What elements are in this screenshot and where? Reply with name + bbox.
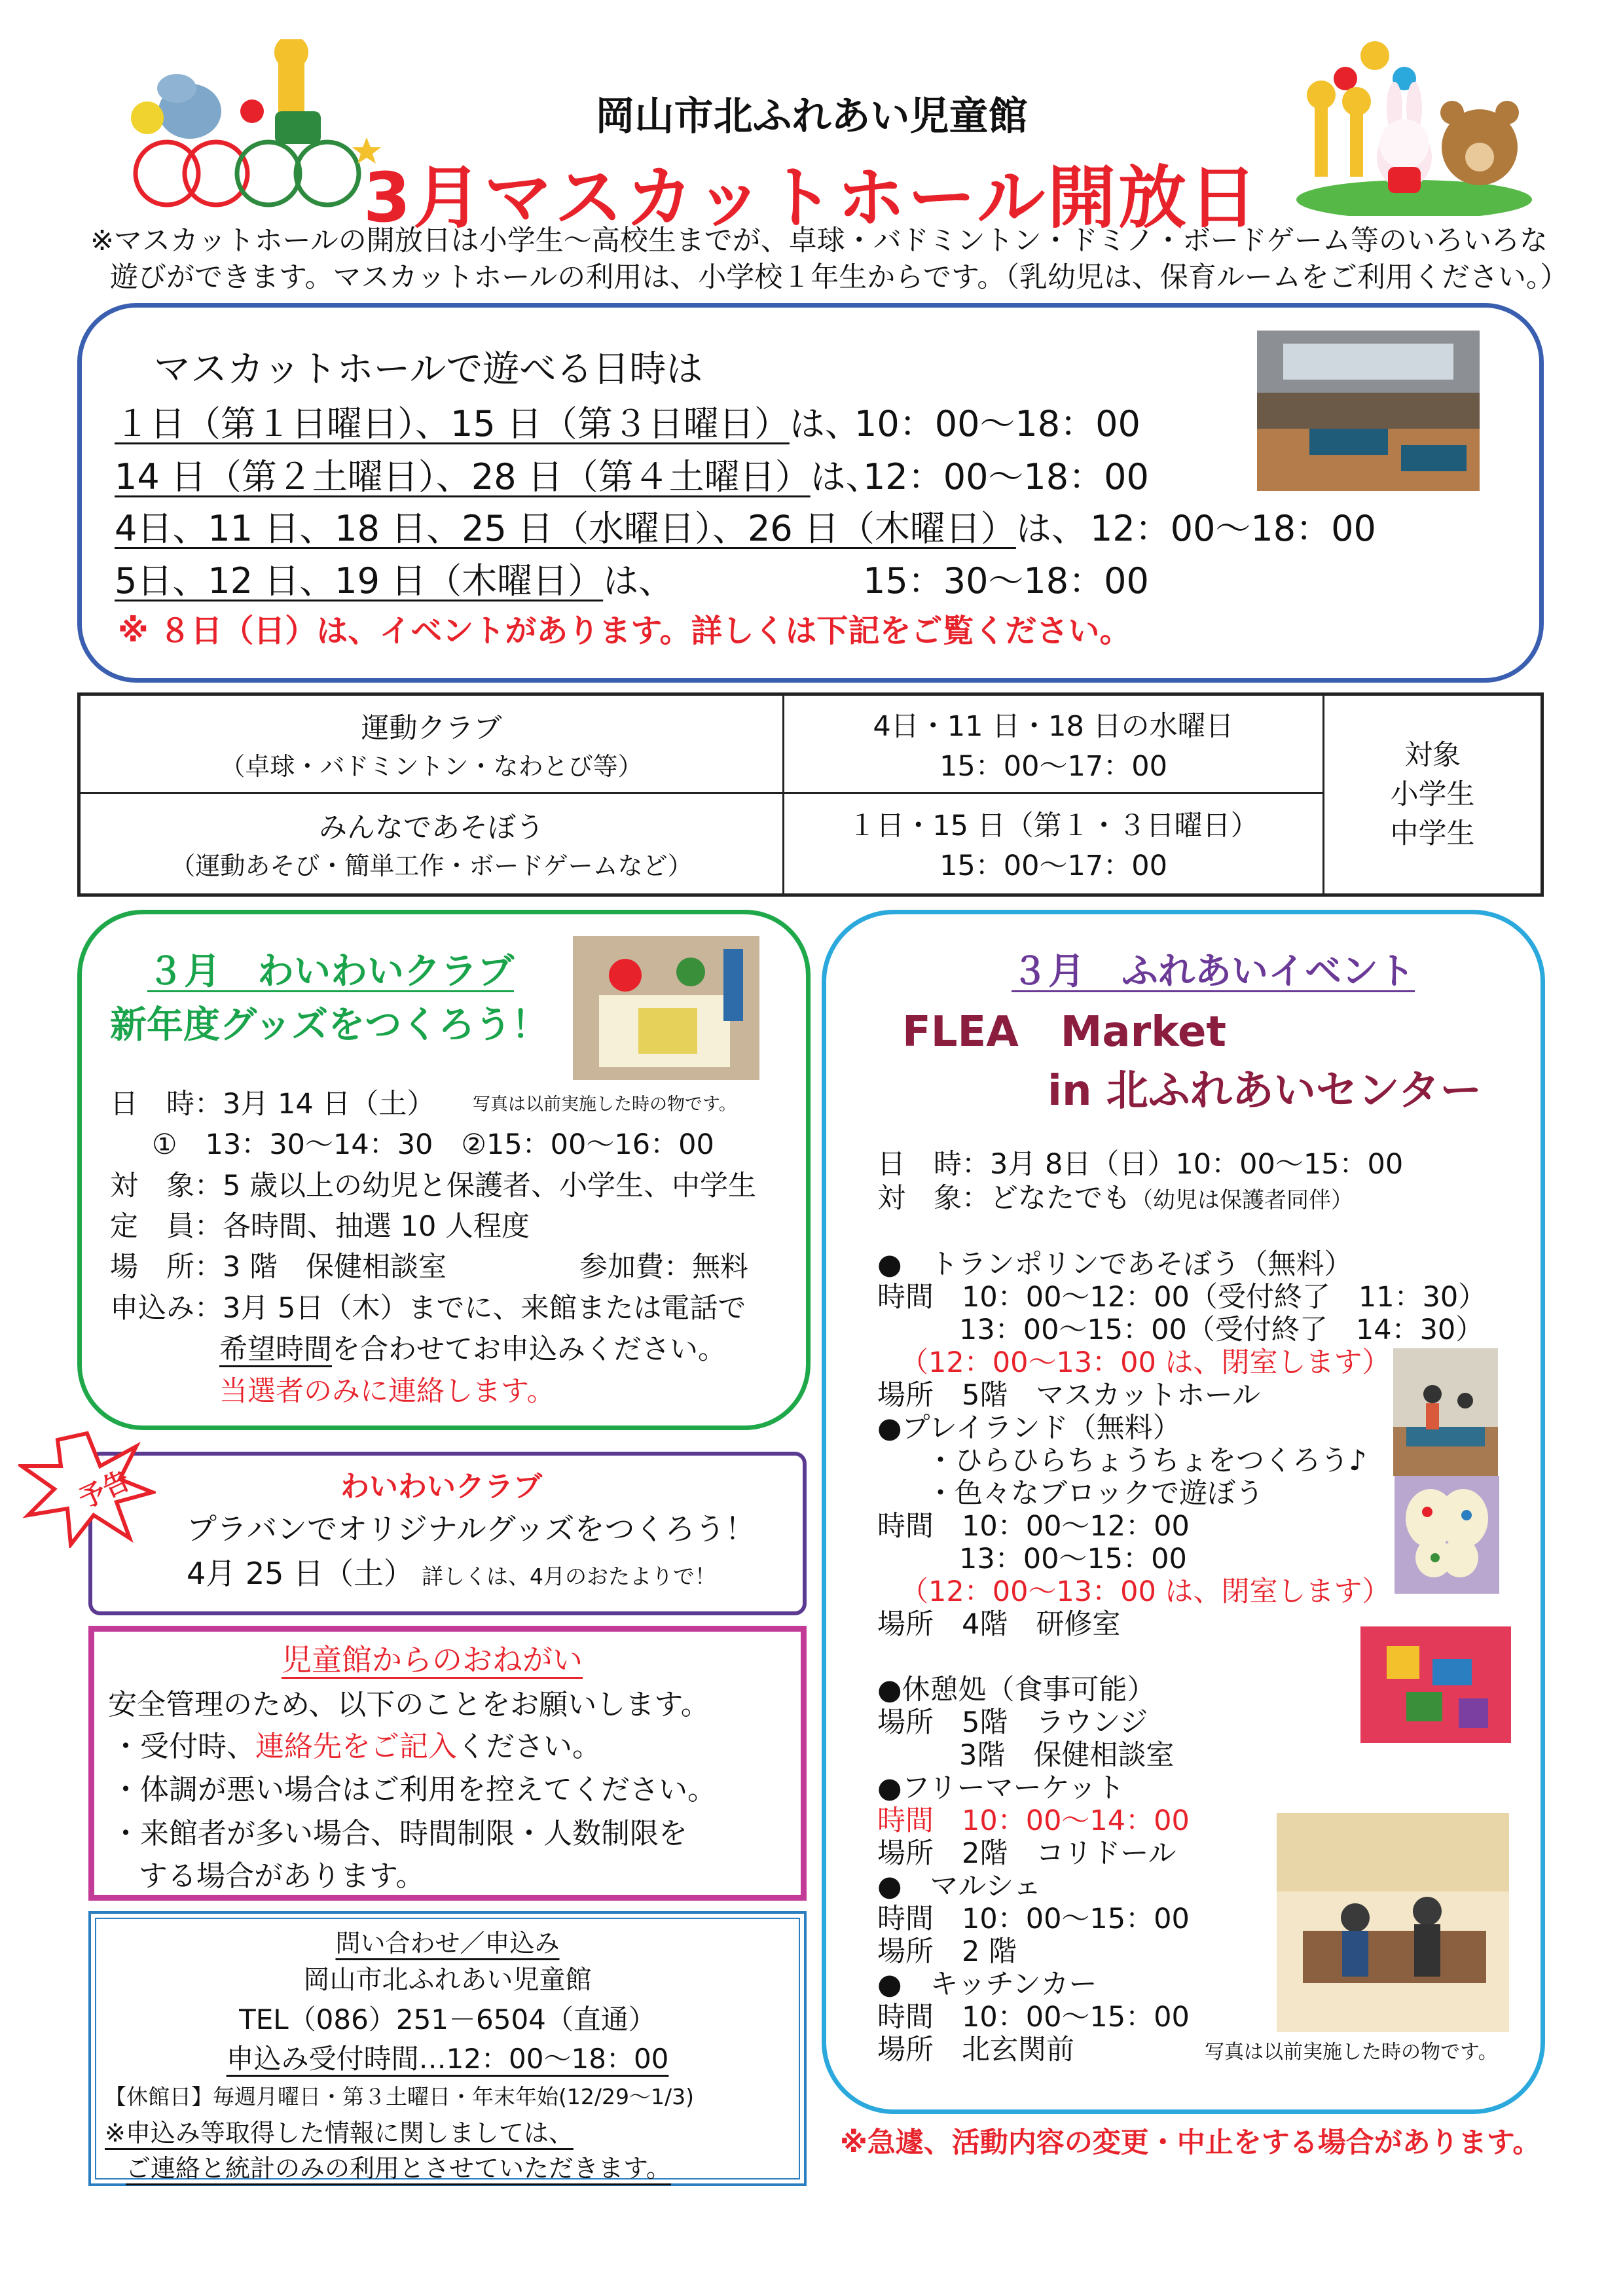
open-hours-heading: マスカットホールで遊べる日時は xyxy=(154,348,703,391)
event-target: 対 象：どなたでも xyxy=(877,1182,1131,1215)
waiwai-fee: 参加費：無料 xyxy=(579,1251,748,1283)
target-label: 対象 xyxy=(1404,739,1461,772)
trampoline-place: 場所 5階 マスカットホール xyxy=(877,1379,1261,1412)
organization-name: 岡山市北ふれあい児童館 xyxy=(595,94,1028,139)
event-subtitle: in 北ふれあいセンター xyxy=(1048,1067,1482,1115)
open-hours-ha: は、 xyxy=(1015,508,1087,549)
playland-place: 場所 4階 研修室 xyxy=(877,1608,1121,1641)
waiwai-apply-tail: を合わせてお申込みください。 xyxy=(332,1333,726,1366)
club-name: 運動クラブ xyxy=(361,711,502,745)
rest-place: 場所 5階 ラウンジ xyxy=(877,1706,1148,1739)
open-hours-time: 10：00～18：00 xyxy=(854,403,1140,444)
open-hours-days: 5日、12 日、19 日（木曜日） xyxy=(115,560,604,601)
waiwai-title: ３月 わいわいクラブ xyxy=(147,950,514,993)
request-item: ・体調が悪い場合はご利用を控えてください。 xyxy=(111,1773,716,1806)
waiwai-apply: 申込み：3月 5日（木）までに、来館または電話で xyxy=(110,1292,746,1325)
club-name: みんなであそぼう xyxy=(319,812,544,844)
event-heading: ３月 ふれあいイベント xyxy=(1012,950,1415,993)
open-hours-days: 4日、11 日、18 日、25 日（水曜日）、26 日（木曜日） xyxy=(115,508,1016,549)
preview-date: 4月 25 日（土） xyxy=(187,1556,414,1591)
waiwai-date: 日 時：3月 14 日（土） xyxy=(110,1088,435,1121)
club-description: （卓球・バドミントン・なわとび等） xyxy=(220,751,643,781)
club-date: １日・15 日（第１・３日曜日） xyxy=(848,810,1259,842)
event-notice: ※ ８日（日）は、イベントがあります。詳しくは下記をご覧ください。 xyxy=(118,613,1131,649)
request-item-cont: する場合があります。 xyxy=(139,1859,425,1893)
waiwai-times: ① 13：30～14：30 ②15：00～16：00 xyxy=(152,1128,714,1161)
club-date: 4日・11 日・18 日の水曜日 xyxy=(873,709,1234,743)
open-hours-ha: は、 xyxy=(810,456,881,497)
contact-name: 岡山市北ふれあい児童館 xyxy=(303,1965,592,1995)
trampoline-time: 時間 10：00～12：00（受付終了 11：30） xyxy=(877,1281,1487,1314)
intro-note-line-1: ※マスカットホールの開放日は小学生～高校生までが、卓球・バドミントン・ドミノ・ボードゲーム等のいろいろな xyxy=(90,224,1548,257)
marche-place: 場所 2 階 xyxy=(877,1935,1017,1968)
table-cell xyxy=(784,794,1324,893)
playland-heading: ●プレイランド（無料） xyxy=(877,1412,1181,1444)
crafts-photo xyxy=(573,936,759,1080)
event-footer-notice: ※急遽、活動内容の変更・中止をする場合があります。 xyxy=(840,2126,1541,2159)
kitchen-car-place: 場所 北玄関前 xyxy=(877,2034,1074,2066)
club-time: 15：00～17：00 xyxy=(939,850,1167,882)
preview-title: わいわいクラブ xyxy=(340,1470,542,1503)
waiwai-place: 場 所：3 階 保健相談室 xyxy=(110,1251,447,1283)
open-hours-row xyxy=(115,501,1087,551)
page-title: 3月マスカットホール開放日 xyxy=(363,158,1260,238)
preview-star-label: 予告 xyxy=(74,1465,135,1515)
request-title: 児童館からのおねがい xyxy=(282,1642,583,1677)
open-hours-days: １日（第１日曜日）、15 日（第３日曜日） xyxy=(115,403,790,444)
table-cell xyxy=(784,696,1324,794)
butterfly-craft-photo xyxy=(1395,1476,1499,1594)
request-item-suffix: ください。 xyxy=(457,1730,601,1763)
preview-line1: プラバンでオリジナルグッズをつくろう！ xyxy=(187,1511,756,1547)
request-intro: 安全管理のため、以下のことをお願いします。 xyxy=(108,1688,710,1721)
playland-time: 時間 10：00～12：00 xyxy=(877,1510,1190,1543)
request-item: ・来館者が多い場合、時間制限・人数制限を xyxy=(111,1817,687,1850)
contact-title: 問い合わせ／申込み xyxy=(335,1929,560,1958)
open-hours-row xyxy=(115,553,674,603)
open-hours-ha: は、 xyxy=(789,403,860,444)
playland-time-2: 13：00～15：00 xyxy=(959,1543,1187,1575)
preview-date-line xyxy=(187,1550,716,1593)
waiwai-photo-note: 写真は以前実施した時の物です。 xyxy=(473,1094,737,1115)
trampoline-closed: （12：00～13：00 は、閉室します） xyxy=(900,1346,1391,1379)
flea-time: 時間 10：00～14：00 xyxy=(877,1804,1190,1837)
open-hours-days: 14 日（第２土曜日）、28 日（第４土曜日） xyxy=(115,456,811,497)
event-title: FLEA Market xyxy=(902,1008,1227,1056)
club-schedule-table xyxy=(77,692,1544,897)
request-item-highlight: 連絡先をご記入 xyxy=(255,1730,457,1763)
target-grade: 中学生 xyxy=(1390,817,1475,850)
contact-privacy-cont: ご連絡と統計のみの利用とさせていただきます。 xyxy=(126,2154,671,2183)
waiwai-subtitle: 新年度グッズをつくろう！ xyxy=(110,1004,549,1047)
waiwai-notice: 当選者のみに連絡します。 xyxy=(219,1375,555,1408)
table-cell xyxy=(81,696,784,794)
contact-privacy: ※申込み等取得した情報に関しましては、 xyxy=(105,2119,574,2147)
flea-market-photo xyxy=(1277,1813,1509,2032)
rest-place-2: 3階 保健相談室 xyxy=(959,1739,1175,1772)
target-grade: 小学生 xyxy=(1390,778,1475,811)
contact-hours: 申込み受付時間…12：00～18：00 xyxy=(226,2043,669,2075)
club-description: （運動あそび・簡単工作・ボードゲームなど） xyxy=(170,852,693,880)
contact-closed-days: 【休館日】毎週月曜日・第３土曜日・年末年始(12/29～1/3) xyxy=(105,2084,694,2109)
open-hours-row xyxy=(115,396,860,446)
gym-photo xyxy=(1257,331,1480,491)
kitchen-car-heading: ● キッチンカー xyxy=(877,1968,1097,2001)
event-target-line xyxy=(877,1176,1353,1216)
waiwai-preferred-time: 希望時間 xyxy=(219,1333,332,1366)
playland-activity: ・色々なブロックで遊ぼう xyxy=(926,1477,1264,1510)
request-item xyxy=(111,1723,601,1765)
rest-heading: ●休憩処（食事可能） xyxy=(877,1674,1156,1706)
contact-phone: TEL（086）251－6504（直通） xyxy=(239,2003,656,2036)
marche-heading: ● マルシェ xyxy=(877,1870,1042,1903)
event-photo-note: 写真は以前実施した時の物です。 xyxy=(1205,2041,1498,2064)
flea-place: 場所 2階 コリドール xyxy=(877,1837,1176,1870)
waiwai-target: 対 象：5 歳以上の幼児と保護者、小学生、中学生 xyxy=(110,1170,757,1202)
playland-closed: （12：00～13：00 は、閉室します） xyxy=(900,1575,1391,1608)
table-cell xyxy=(81,794,784,893)
preview-more: 詳しくは、4月のおたよりで！ xyxy=(422,1564,717,1589)
intro-note-line-2: 遊びができます。マスカットホールの利用は、小学校１年生からです。（乳幼児は、保育ルームをご利用ください。） xyxy=(110,261,1569,294)
waiwai-apply-line2 xyxy=(219,1327,726,1367)
event-date: 日 時：3月 8日（日）10：00～15：00 xyxy=(877,1148,1404,1181)
open-hours-time: 15：30～18：00 xyxy=(863,560,1149,601)
kitchen-car-time: 時間 10：00～15：00 xyxy=(877,2001,1190,2034)
club-time: 15：00～17：00 xyxy=(939,749,1167,783)
waiwai-capacity: 定 員：各時間、抽選 10 人程度 xyxy=(110,1210,530,1243)
trampoline-photo xyxy=(1393,1348,1498,1476)
open-hours-time: 12：00～18：00 xyxy=(1090,508,1376,549)
trampoline-time-2: 13：00～15：00（受付終了 14：30） xyxy=(959,1314,1484,1346)
table-cell-target xyxy=(1324,696,1541,893)
marche-time: 時間 10：00～15：00 xyxy=(877,1903,1190,1935)
open-hours-ha: は、 xyxy=(603,560,674,601)
open-hours-row xyxy=(115,449,881,499)
event-target-note: （幼児は保護者同伴） xyxy=(1131,1187,1353,1213)
trampoline-heading: ● トランポリンであそぼう（無料） xyxy=(877,1248,1353,1281)
playland-activity: ・ひらひらちょうちょをつくろう♪ xyxy=(926,1444,1367,1477)
open-hours-time: 12：00～18：00 xyxy=(863,456,1149,497)
flea-heading: ●フリーマーケット xyxy=(877,1772,1125,1804)
intro-note xyxy=(90,223,1570,296)
blocks-photo xyxy=(1360,1626,1511,1743)
request-item-prefix: ・受付時、 xyxy=(111,1730,255,1763)
